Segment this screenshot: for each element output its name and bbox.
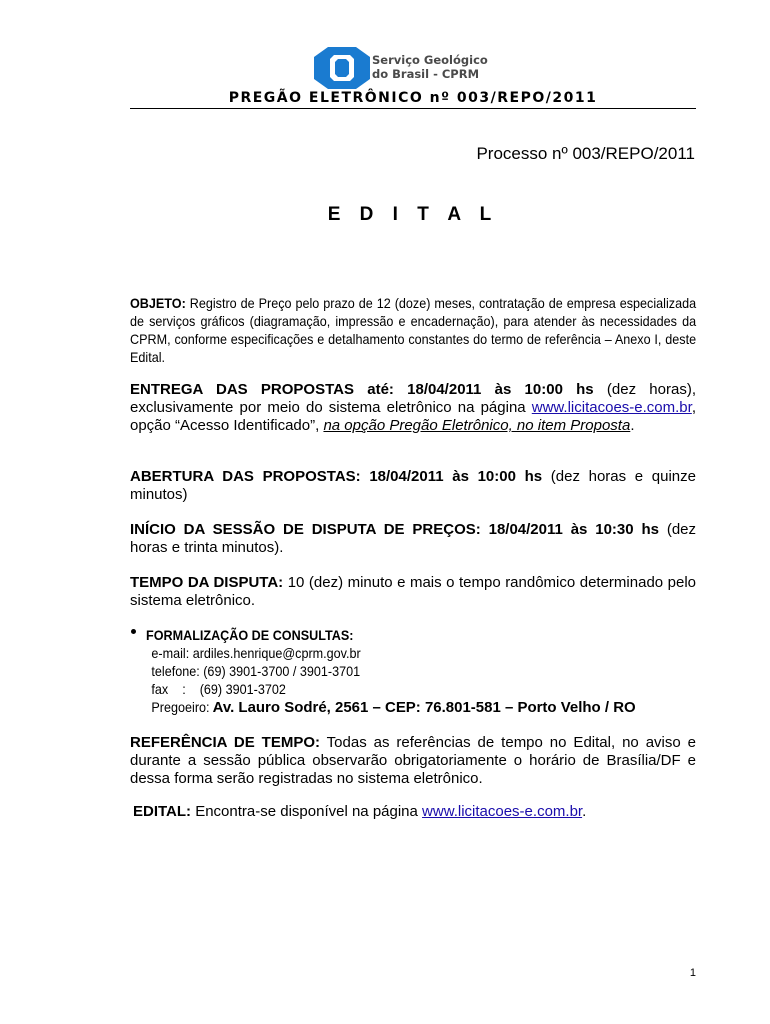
inicio-label: INÍCIO DA SESSÃO DE DISPUTA DE PREÇOS: 18/04/2011 às 10:30 hs (130, 521, 659, 538)
referencia-text: Todas as referências de tempo no Edital, no aviso e durante a sessão pública observarão obrigatoriamente o horário de Brasília/DF e dessa forma serão registradas no sistema eletrônico. (130, 734, 696, 787)
page-number: 1 (689, 967, 696, 979)
consultas-telefone: telefone: (69) 3901-3700 / 3901-3701 (151, 663, 361, 679)
objeto-paragraph (130, 294, 696, 366)
edital-link[interactable]: www.licitacoes-e.com.br (422, 803, 583, 820)
abertura-label: ABERTURA DAS PROPOSTAS: 18/04/2011 às 10:00 hs (130, 468, 543, 485)
pregoeiro-label: Pregoeiro: (151, 699, 214, 715)
logo-text (372, 53, 488, 81)
entrega-text-3: . (630, 417, 635, 434)
objeto-text: Registro de Preço pelo prazo de 12 (doze) meses, contratação de empresa especializada de serviços gráficos (diagramação, impressão e encadernação), para atender às necessidades da CPRM, conforme especificações e detalhamento constantes do termo de referência – Anexo I, deste Edital. (130, 295, 697, 365)
consultas-fax: fax : (69) 3901-3702 (151, 681, 286, 697)
edital-label: EDITAL: (133, 803, 192, 820)
edital-text-2: . (582, 803, 587, 820)
bullet-icon (131, 629, 136, 634)
abertura-text: (dez horas e quinze minutos) (130, 468, 696, 503)
objeto-label: OBJETO: (130, 295, 186, 311)
entrega-label: ENTREGA DAS PROPOSTAS até: 18/04/2011 às 10:00 hs (130, 381, 594, 398)
tempo-paragraph (130, 574, 696, 610)
entrega-text-1: (dez horas), exclusivamente por meio do sistema eletrônico na página (130, 381, 696, 416)
referencia-paragraph (130, 734, 696, 788)
entrega-emphasis: na opção Pregão Eletrônico, no item Proposta (323, 417, 631, 434)
inicio-paragraph (130, 521, 696, 557)
entrega-paragraph (130, 381, 696, 435)
inicio-text: (dez horas e trinta minutos). (130, 521, 696, 556)
consultas-label: FORMALIZAÇÃO DE CONSULTAS: (146, 627, 354, 643)
logo-line-1: Serviço Geológico (372, 53, 488, 67)
processo-number: Processo nº 003/REPO/2011 (476, 144, 695, 163)
cprm-logo (314, 47, 370, 94)
document-title: E D I T A L (327, 204, 499, 225)
tempo-label: TEMPO DA DISPUTA: (130, 574, 284, 591)
header-title: PREGÃO ELETRÔNICO nº 003/REPO/2011 (228, 90, 598, 106)
pregoeiro-address: Av. Lauro Sodré, 2561 – CEP: 76.801-581 – Porto Velho / RO (213, 699, 637, 716)
referencia-label: REFERÊNCIA DE TEMPO: (130, 734, 320, 751)
header-rule (130, 108, 696, 109)
edital-paragraph (133, 803, 699, 821)
tempo-text: 10 (dez) minuto e mais o tempo randômico determinado pelo sistema eletrônico. (130, 574, 696, 609)
entrega-text-2: , opção “Acesso Identificado”, (130, 399, 696, 434)
consultas-pregoeiro (146, 698, 637, 717)
cprm-logo-icon (314, 47, 370, 89)
licitacoes-link[interactable]: www.licitacoes-e.com.br (531, 399, 692, 416)
consultas-email: e-mail: ardiles.henrique@cprm.gov.br (151, 645, 361, 661)
abertura-paragraph (130, 468, 696, 504)
edital-text: Encontra-se disponível na página (191, 803, 423, 820)
logo-line-2: do Brasil - CPRM (372, 67, 480, 81)
consultas-block (146, 626, 637, 717)
